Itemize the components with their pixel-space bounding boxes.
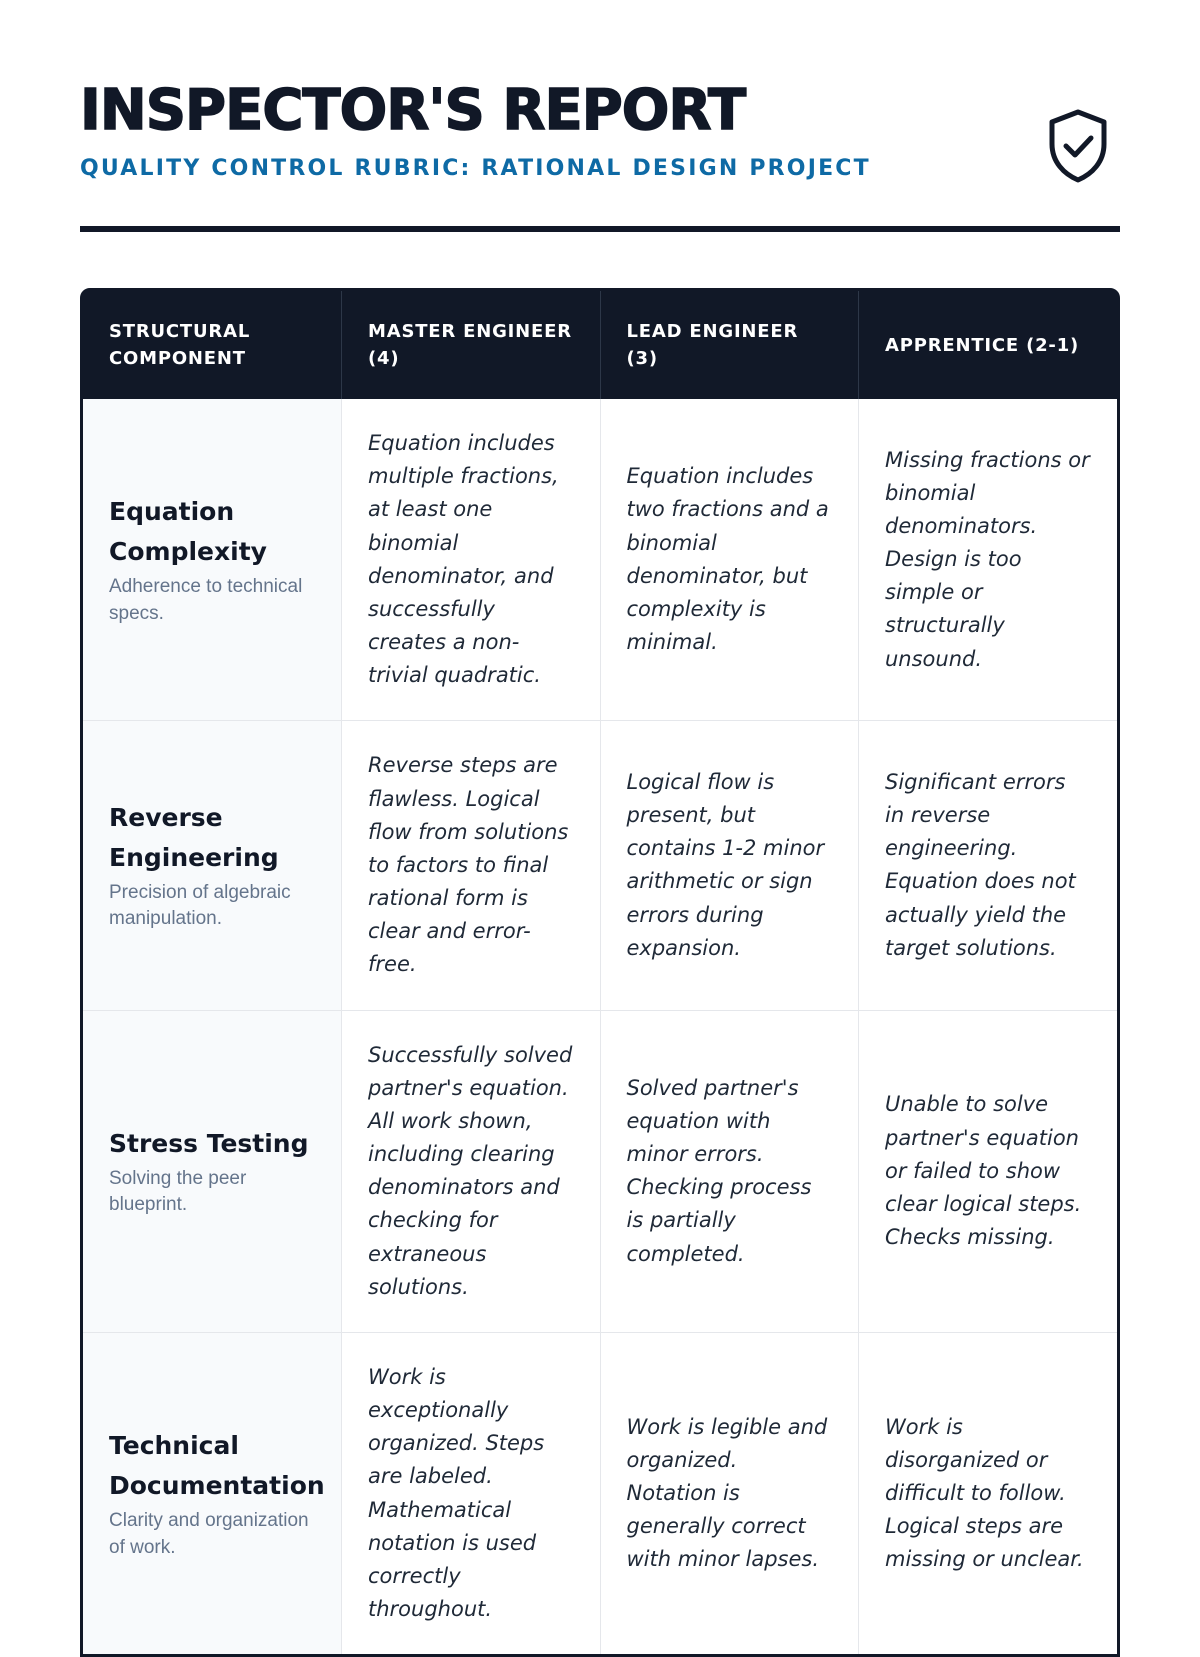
component-name: Stress Testing — [109, 1128, 309, 1158]
header-divider — [80, 226, 1120, 232]
apprentice-criteria: Unable to solve partner's equation or failed to show clear logical steps. Checks missing. — [859, 1010, 1118, 1332]
rubric-header-row — [83, 291, 1117, 399]
page-title: INSPECTOR'S REPORT — [80, 78, 746, 143]
table-row — [83, 1010, 1117, 1332]
row-header — [83, 721, 342, 1010]
column-header-apprentice: APPRENTICE (2-1) — [859, 291, 1118, 399]
lead-criteria: Solved partner's equation with minor errors. Checking process is partially completed. — [600, 1010, 859, 1332]
column-header-lead: LEAD ENGINEER (3) — [600, 291, 859, 399]
report-header — [80, 80, 1120, 230]
component-name: Equation Complexity — [109, 497, 267, 567]
component-description: Solving the peer blueprint. — [109, 1167, 247, 1216]
row-header — [83, 399, 342, 721]
component-description: Adherence to technical specs. — [109, 576, 303, 624]
table-row — [83, 399, 1117, 721]
page-subtitle: QUALITY CONTROL RUBRIC: RATIONAL DESIGN PROJECT — [80, 155, 871, 181]
column-header-master: MASTER ENGINEER (4) — [342, 291, 601, 399]
component-name: Technical Documentation — [109, 1431, 325, 1501]
table-row — [83, 721, 1117, 1010]
lead-criteria: Logical flow is present, but contains 1-2 minor arithmetic or sign errors during expansion. — [600, 721, 859, 1010]
component-description: Clarity and organization of work. — [109, 1510, 309, 1558]
component-description: Precision of algebraic manipulation. — [109, 881, 291, 930]
table-row — [83, 1332, 1117, 1654]
master-criteria: Equation includes multiple fractions, at least one binomial denominator, and successfully creates a non-trivial quadratic. — [342, 399, 601, 721]
rubric-table — [80, 288, 1120, 1657]
component-name: Reverse Engineering — [109, 802, 279, 872]
row-header — [83, 1332, 342, 1654]
lead-criteria: Work is legible and organized. Notation is generally correct with minor lapses. — [600, 1332, 859, 1654]
apprentice-criteria: Work is disorganized or difficult to follow. Logical steps are missing or unclear. — [859, 1332, 1118, 1654]
apprentice-criteria: Missing fractions or binomial denominators. Design is too simple or structurally unsound. — [859, 399, 1118, 721]
apprentice-criteria: Significant errors in reverse engineering. Equation does not actually yield the target solutions. — [859, 721, 1118, 1010]
column-header-component: STRUCTURAL COMPONENT — [83, 291, 342, 399]
master-criteria: Work is exceptionally organized. Steps are labeled. Mathematical notation is used correctly throughout. — [342, 1332, 601, 1654]
lead-criteria: Equation includes two fractions and a binomial denominator, but complexity is minimal. — [600, 399, 859, 721]
shield-check-icon — [1046, 108, 1110, 184]
row-header — [83, 1010, 342, 1332]
master-criteria: Successfully solved partner's equation. All work shown, including clearing denominators and checking for extraneous solutions. — [342, 1010, 601, 1332]
master-criteria: Reverse steps are flawless. Logical flow from solutions to factors to final rational form is clear and error-free. — [342, 721, 601, 1010]
